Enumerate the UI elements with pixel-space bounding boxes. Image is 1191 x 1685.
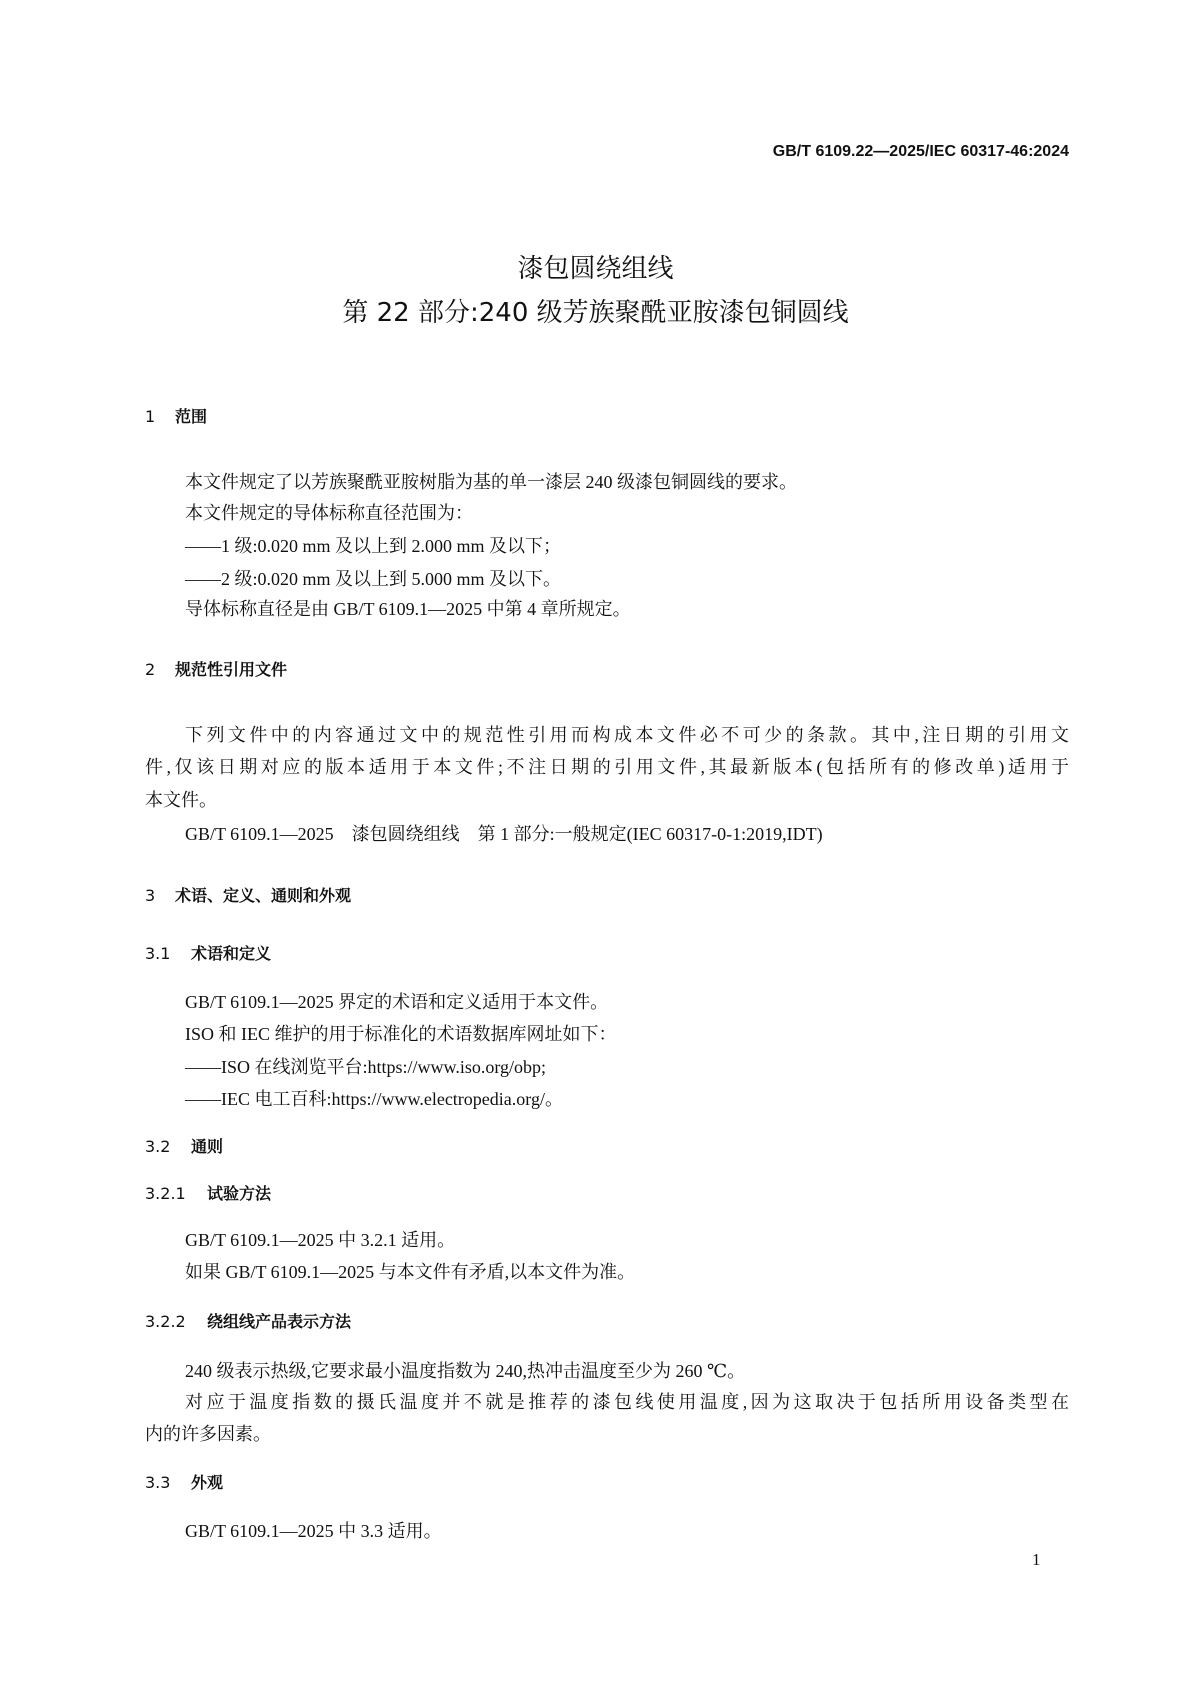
paragraph-line: 下列文件中的内容通过文中的规范性引用而构成本文件必不可少的条款。其中,注日期的引用文 [185,725,1069,745]
section-title: 术语和定义 [191,944,272,963]
section-heading-3-2 [145,1136,223,1158]
paragraph-line: 本文件规定的导体标称直径范围为： [185,503,473,523]
section-number: 3.2 [145,1137,171,1156]
paragraph-line: ISO 和 IEC 维护的用于标准化的术语数据库网址如下： [185,1024,617,1044]
list-item: ——1 级:0.020 mm 及以上到 2.000 mm 及以下； [185,536,562,556]
section-title: 外观 [191,1473,224,1492]
section-heading-3-1 [145,943,271,965]
section-title: 绕组线产品表示方法 [207,1312,352,1331]
section-title: 通则 [191,1137,224,1156]
section-number: 3.2.2 [145,1312,186,1331]
section-title: 试验方法 [207,1184,272,1203]
document-title: 漆包圆绕组线 [517,254,674,284]
reference-entry: GB/T 6109.1—2025 漆包圆绕组线 第 1 部分:一般规定(IEC 60317-0-1:2019,IDT) [185,824,823,844]
document-subtitle: 第 22 部分:240 级芳族聚酰亚胺漆包铜圆线 [342,298,849,328]
paragraph-line: 本文件。 [145,790,217,810]
list-item: ——ISO 在线浏览平台:https://www.iso.org/obp; [185,1057,547,1077]
section-heading-3-2-2 [145,1311,351,1333]
paragraph-line: 内的许多因素。 [145,1424,271,1444]
paragraph-line: GB/T 6109.1—2025 中 3.2.1 适用。 [185,1230,456,1250]
section-number: 2 [145,660,156,679]
section-title: 术语、定义、通则和外观 [175,886,352,905]
paragraph-line: GB/T 6109.1—2025 中 3.3 适用。 [185,1521,442,1541]
section-number: 3 [145,886,156,905]
section-heading-3-3 [145,1472,223,1494]
section-number: 3.2.1 [145,1184,186,1203]
paragraph-line: 导体标称直径是由 GB/T 6109.1—2025 中第 4 章所规定。 [185,599,631,619]
section-number: 3.1 [145,944,171,963]
list-item: ——IEC 电工百科:https://www.electropedia.org/。 [185,1089,563,1109]
paragraph-line: 本文件规定了以芳族聚酰亚胺树脂为基的单一漆层 240 级漆包铜圆线的要求。 [185,472,797,492]
document-code-header: GB/T 6109.22—2025/IEC 60317-46:2024 [772,143,1069,160]
section-title: 规范性引用文件 [175,660,288,679]
list-item: ——2 级:0.020 mm 及以上到 5.000 mm 及以下。 [185,569,562,589]
paragraph-line: GB/T 6109.1—2025 界定的术语和定义适用于本文件。 [185,992,609,1012]
section-heading-3-2-1 [145,1183,271,1205]
section-heading-3 [145,885,351,907]
paragraph-line: 件,仅该日期对应的版本适用于本文件;不注日期的引用文件,其最新版本(包括所有的修改单)适用于 [145,757,1069,777]
page-number: 1 [1032,1550,1041,1569]
section-number: 1 [145,407,156,426]
section-title: 范围 [175,407,208,426]
section-number: 3.3 [145,1473,171,1492]
section-heading-1 [145,406,207,428]
paragraph-line: 240 级表示热级,它要求最小温度指数为 240,热冲击温度至少为 260 ℃。 [185,1361,746,1381]
section-heading-2 [145,659,287,681]
paragraph-line: 如果 GB/T 6109.1—2025 与本文件有矛盾,以本文件为准。 [185,1262,636,1282]
paragraph-line: 对应于温度指数的摄氏温度并不就是推荐的漆包线使用温度,因为这取决于包括所用设备类型在 [185,1392,1069,1412]
